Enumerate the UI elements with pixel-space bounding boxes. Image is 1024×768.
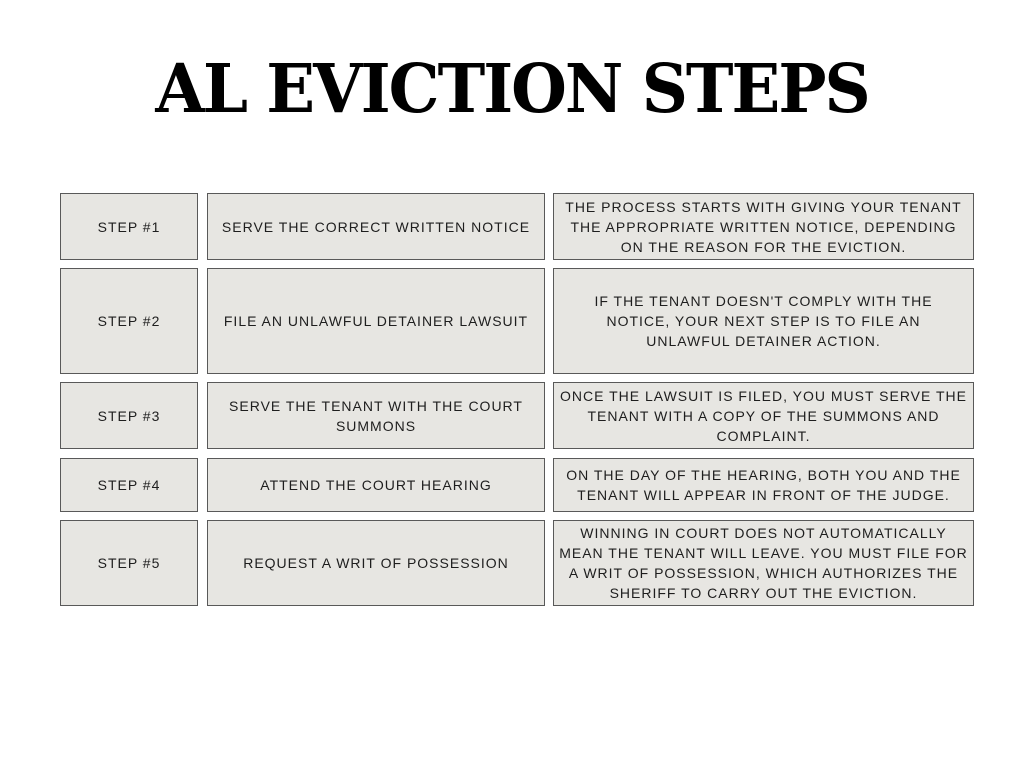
- step-description-1: THE PROCESS STARTS WITH GIVING YOUR TENANT THE APPROPRIATE WRITTEN NOTICE, DEPENDING ON THE REASON FOR THE EVICTION.: [553, 193, 974, 260]
- step-action-5: REQUEST A WRIT OF POSSESSION: [207, 520, 545, 606]
- step-description-3: ONCE THE LAWSUIT IS FILED, YOU MUST SERVE THE TENANT WITH A COPY OF THE SUMMONS AND COMPLAINT.: [553, 382, 974, 449]
- step-description-2: IF THE TENANT DOESN'T COMPLY WITH THE NOTICE, YOUR NEXT STEP IS TO FILE AN UNLAWFUL DETAINER ACTION.: [553, 268, 974, 374]
- step-number-4: STEP #4: [60, 458, 198, 512]
- step-number-5: STEP #5: [60, 520, 198, 606]
- step-number-1: STEP #1: [60, 193, 198, 260]
- step-number-3: STEP #3: [60, 382, 198, 449]
- page-title: AL EVICTION STEPS: [155, 50, 869, 129]
- step-action-2: FILE AN UNLAWFUL DETAINER LAWSUIT: [207, 268, 545, 374]
- step-description-4: ON THE DAY OF THE HEARING, BOTH YOU AND THE TENANT WILL APPEAR IN FRONT OF THE JUDGE.: [553, 458, 974, 512]
- step-action-1: SERVE THE CORRECT WRITTEN NOTICE: [207, 193, 545, 260]
- step-action-3: SERVE THE TENANT WITH THE COURT SUMMONS: [207, 382, 545, 449]
- step-number-2: STEP #2: [60, 268, 198, 374]
- step-description-5: WINNING IN COURT DOES NOT AUTOMATICALLY MEAN THE TENANT WILL LEAVE. YOU MUST FILE FOR A WRIT OF POSSESSION, WHICH AUTHORIZES THE SHERIFF TO CARRY OUT THE EVICTION.: [553, 520, 974, 606]
- step-action-4: ATTEND THE COURT HEARING: [207, 458, 545, 512]
